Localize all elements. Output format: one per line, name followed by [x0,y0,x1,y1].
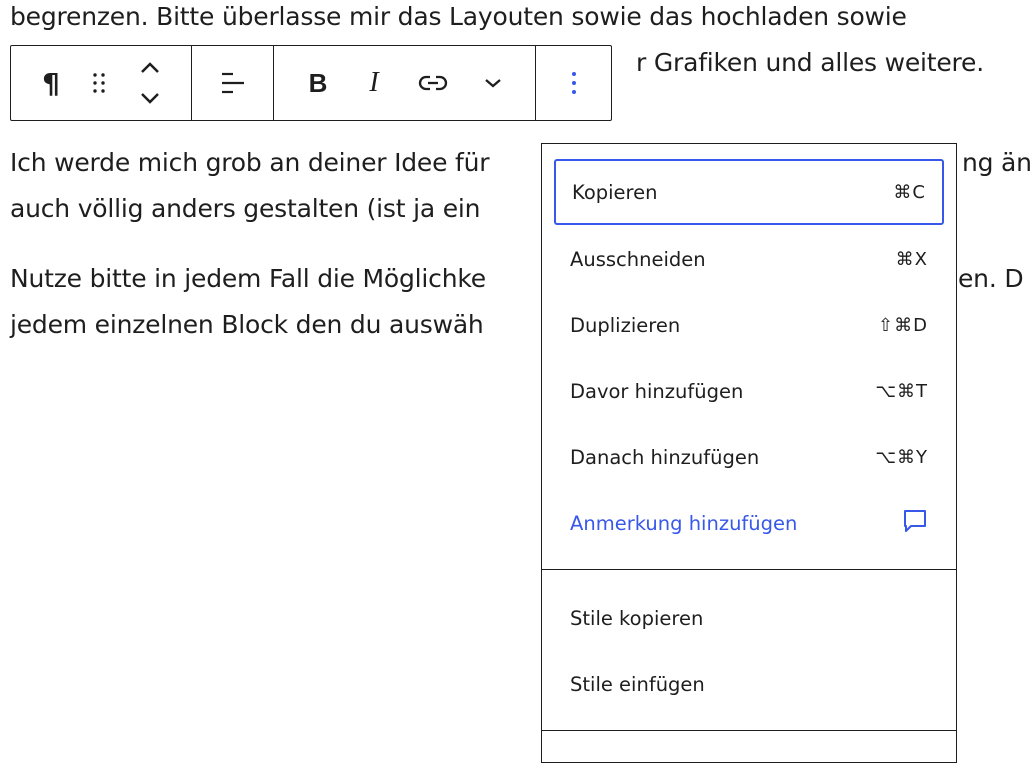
menu-item-paste-styles[interactable] [554,651,944,717]
shortcut-label: ⌥⌘T [875,380,928,402]
paragraph-3-line-2: jedem einzelnen Block den du auswäh [10,310,484,339]
menu-item-label: Ausschneiden [570,247,706,271]
move-up-down-icon[interactable] [125,59,175,107]
shortcut-label: ⌥⌘Y [875,446,928,468]
paragraph-2-line-2: auch völlig anders gestalten (ist ja ein [10,194,481,223]
more-options-group [536,46,611,120]
menu-item-insert-before[interactable] [554,358,944,424]
menu-item-label: Stile einfügen [570,672,705,696]
menu-item-cut[interactable] [554,226,944,292]
menu-item-label: Stile kopieren [570,606,704,630]
paragraph-1-line-1[interactable]: begrenzen. Bitte überlasse mir das Layouten sowie das hochladen sowie [10,2,907,31]
menu-item-copy[interactable] [554,159,944,225]
block-tools-group [11,46,192,120]
menu-item-label: Danach hinzufügen [570,445,760,469]
menu-item-label: Davor hinzufügen [570,379,744,403]
block-options-menu [541,143,957,763]
paragraph-1-line-2[interactable]: r Grafiken und alles weitere. [636,48,984,77]
menu-item-label: Anmerkung hinzufügen [570,511,798,535]
menu-item-copy-styles[interactable] [554,585,944,651]
block-toolbar [10,45,612,121]
menu-separator [542,569,956,570]
shortcut-label: ⌘X [895,248,928,270]
paragraph-icon[interactable]: ¶ [42,66,60,100]
format-group [274,46,536,120]
menu-item-add-note[interactable] [554,490,944,556]
shortcut-label: ⇧⌘D [878,314,928,336]
italic-button[interactable]: I [369,67,379,98]
menu-item-label: Kopieren [572,180,658,204]
menu-item-duplicate[interactable] [554,292,944,358]
bold-button[interactable]: B [308,67,328,98]
align-group [192,46,274,120]
paragraph-2-line-1-tail: ng än [962,148,1032,177]
paragraph-3-line-1-tail: en. D [958,264,1024,293]
paragraph-2-line-1: Ich werde mich grob an deiner Idee für [10,148,490,177]
menu-item-label: Duplizieren [570,313,681,337]
more-vertical-icon[interactable] [554,59,594,107]
shortcut-label: ⌘C [893,181,926,203]
paragraph-3-line-1: Nutze bitte in jedem Fall die Möglichke [10,264,486,293]
chevron-down-icon[interactable] [464,59,522,107]
menu-separator [542,730,956,731]
drag-handle-icon[interactable] [73,59,125,107]
comment-icon [902,508,928,539]
align-icon[interactable] [208,59,258,107]
link-icon[interactable] [402,59,464,107]
menu-item-insert-after[interactable] [554,424,944,490]
